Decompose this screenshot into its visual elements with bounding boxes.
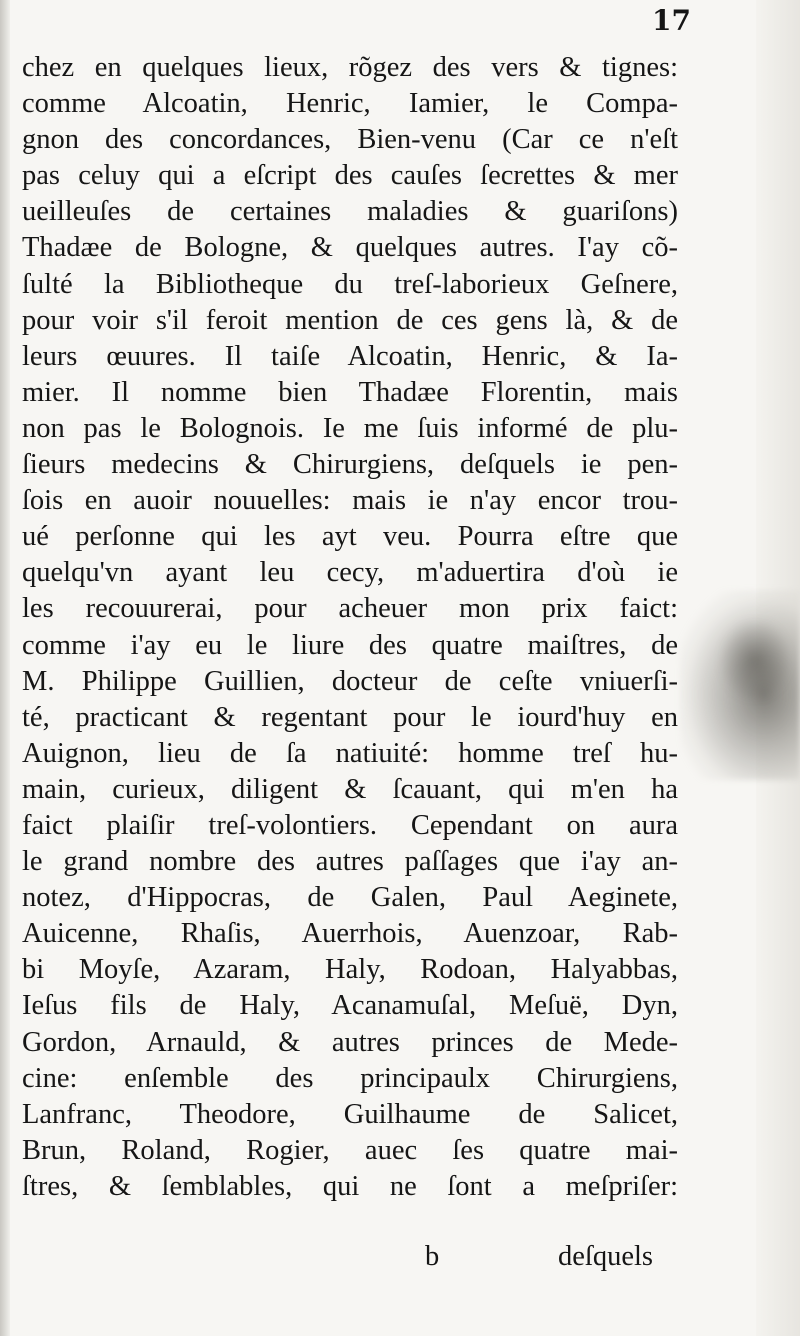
text-line: non pas le Bolognois. Ie me ſuis informé de plu- (22, 412, 678, 444)
text-line: comme Alcoatin, Henric, Iamier, le Compa- (22, 88, 678, 120)
text-line: faict plaiſir treſ-volontiers. Cependant on aura (22, 809, 678, 841)
catchword: deſquels (558, 1241, 653, 1272)
text-line: ſieurs medecins & Chirurgiens, deſquels ie pen- (22, 449, 678, 481)
text-line: pour voir s'il feroit mention de ces gens là, & de (22, 304, 678, 336)
text-line: pas celuy qui a eſcript des cauſes ſecrettes & mer (22, 160, 678, 192)
text-line: chez en quelques lieux, rõgez des vers & tignes: (22, 52, 678, 83)
text-line: Lanfranc, Theodore, Guilhaume de Salicet, (22, 1098, 678, 1130)
body-text (22, 50, 678, 1205)
text-line: ſois en auoir nouuelles: mais ie n'ay encor trou- (22, 485, 678, 517)
text-line: Brun, Roland, Rogier, auec ſes quatre mai- (22, 1134, 678, 1166)
page-number: 17 (652, 4, 691, 37)
page-gutter-shadow (0, 0, 10, 1336)
signature-mark: b (425, 1241, 440, 1272)
text-line: Ieſus fils de Haly, Acanamuſal, Meſuë, Dyn, (22, 990, 678, 1022)
text-line: main, curieux, diligent & ſcauant, qui m'en ha (22, 773, 678, 805)
text-line: té, practicant & regentant pour le iourd'huy en (22, 701, 678, 733)
text-line: cine: enſemble des principaulx Chirurgiens, (22, 1062, 678, 1094)
text-line: mier. Il nomme bien Thadæe Florentin, mais (22, 376, 678, 408)
text-line: notez, d'Hippocras, de Galen, Paul Aeginete, (22, 882, 678, 914)
text-line: Auicenne, Rhaſis, Auerrhois, Auenzoar, Rab- (22, 918, 678, 950)
text-line: ueilleuſes de certaines maladies & guariſons) (22, 196, 678, 228)
text-line: comme i'ay eu le liure des quatre maiſtres, de (22, 629, 678, 661)
text-line: M. Philippe Guillien, docteur de ceſte vniuerſi- (22, 665, 678, 697)
text-line: gnon des concordances, Bien-venu (Car ce n'eſt (22, 124, 678, 156)
text-line: les recouurerai, pour acheuer mon prix faict: (22, 593, 678, 625)
text-line: Thadæe de Bologne, & quelques autres. I'ay cõ- (22, 232, 678, 264)
ink-smudge-stain-core (720, 620, 790, 700)
text-line: ué perſonne qui les ayt veu. Pourra eſtre que (22, 521, 678, 553)
text-line: ſtres, & ſemblables, qui ne ſont a meſpriſer: (22, 1170, 678, 1202)
text-line: quelqu'vn ayant leu cecy, m'aduertira d'où ie (22, 557, 678, 589)
text-line: Auignon, lieu de ſa natiuité: homme treſ hu- (22, 737, 678, 769)
text-line: le grand nombre des autres paſſages que i'ay an- (22, 846, 678, 878)
text-line: leurs œuures. Il taiſe Alcoatin, Henric, & Ia- (22, 340, 678, 372)
text-line: Gordon, Arnauld, & autres princes de Mede- (22, 1026, 678, 1058)
text-line: ſulté la Bibliotheque du treſ-laborieux Geſnere, (22, 268, 678, 300)
text-line: bi Moyſe, Azaram, Haly, Rodoan, Halyabbas, (22, 954, 678, 986)
